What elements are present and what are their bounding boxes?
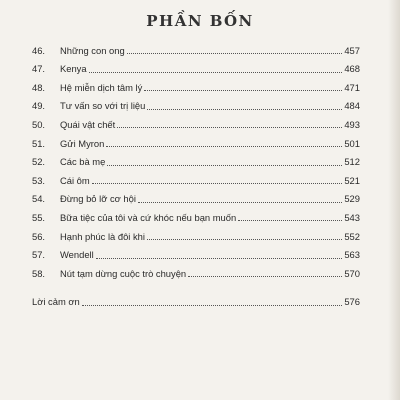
entry-page: 501 <box>344 137 360 149</box>
dot-leader <box>188 276 342 277</box>
toc-entry-48 <box>32 75 360 94</box>
dot-leader <box>106 146 342 147</box>
entry-title: Bữa tiệc của tôi và cứ khóc nếu bạn muốn <box>60 211 237 223</box>
entry-page: 468 <box>344 63 360 75</box>
dot-leader <box>96 258 343 259</box>
entry-page: 529 <box>344 193 360 205</box>
toc-entry-acknowledgements <box>32 290 360 309</box>
dot-leader <box>144 90 342 91</box>
entry-title: Lời cảm ơn <box>32 296 80 308</box>
toc-entry-56 <box>32 224 360 243</box>
entry-title: Những con ong <box>60 44 125 56</box>
entry-page: 471 <box>344 81 360 93</box>
entry-number: 53. <box>32 174 46 186</box>
dot-leader <box>147 239 342 240</box>
entry-title: Wendell <box>60 249 94 261</box>
toc-entry-51 <box>32 131 360 150</box>
entry-page: 493 <box>344 118 360 130</box>
entry-title: Đừng bỏ lỡ cơ hội <box>60 193 136 205</box>
toc-entry-55 <box>32 205 360 224</box>
entry-title: Hạnh phúc là đôi khi <box>60 230 145 242</box>
entry-title: Cái ôm <box>60 174 90 186</box>
entry-page: 521 <box>344 174 360 186</box>
entry-number: 49. <box>32 100 46 112</box>
dot-leader <box>127 53 343 54</box>
dot-leader <box>117 127 342 128</box>
toc-entry-52 <box>32 150 360 169</box>
spacer <box>32 280 360 290</box>
dot-leader <box>238 220 342 221</box>
entry-number: 55. <box>32 211 46 223</box>
toc-entry-49 <box>32 94 360 113</box>
entry-title: Kenya <box>60 63 87 75</box>
entry-number: 52. <box>32 156 46 168</box>
entry-title: Các bà mẹ <box>60 156 106 168</box>
toc-entry-46 <box>32 38 360 57</box>
entry-number: 56. <box>32 230 46 242</box>
entry-page: 570 <box>344 267 360 279</box>
entry-title: Nút tạm dừng cuộc trò chuyện <box>60 267 187 279</box>
entry-number: 58. <box>32 267 46 279</box>
dot-leader <box>89 72 343 73</box>
entry-title: Gửi Myron <box>60 137 105 149</box>
entry-page: 512 <box>344 156 360 168</box>
part-title: PHẦN BỐN <box>146 12 254 30</box>
toc-entry-53 <box>32 168 360 187</box>
entry-number: 50. <box>32 118 46 130</box>
toc-entry-47 <box>32 57 360 76</box>
entry-title: Hệ miễn dịch tâm lý <box>60 81 143 93</box>
dot-leader <box>138 202 342 203</box>
entry-title: Quái vật chết <box>60 118 116 130</box>
entry-page: 457 <box>344 44 360 56</box>
entry-page: 543 <box>344 211 360 223</box>
toc-entry-50 <box>32 112 360 131</box>
entry-number: 47. <box>32 63 46 75</box>
entry-number: 57. <box>32 249 46 261</box>
toc-entry-58 <box>32 261 360 280</box>
dot-leader <box>147 109 342 110</box>
entry-page: 563 <box>344 249 360 261</box>
table-of-contents <box>32 38 360 308</box>
entry-title: Tư vấn so với trị liệu <box>60 100 146 112</box>
entry-number: 54. <box>32 193 46 205</box>
entry-number: 48. <box>32 81 46 93</box>
entry-number: 46. <box>32 44 46 56</box>
toc-entry-54 <box>32 187 360 206</box>
entry-page: 484 <box>344 100 360 112</box>
dot-leader <box>82 305 343 306</box>
entry-page: 552 <box>344 230 360 242</box>
dot-leader <box>107 165 342 166</box>
entry-page: 576 <box>344 296 360 308</box>
toc-entry-57 <box>32 243 360 262</box>
dot-leader <box>92 183 343 184</box>
page-edge-shadow <box>388 0 400 400</box>
entry-number: 51. <box>32 137 46 149</box>
